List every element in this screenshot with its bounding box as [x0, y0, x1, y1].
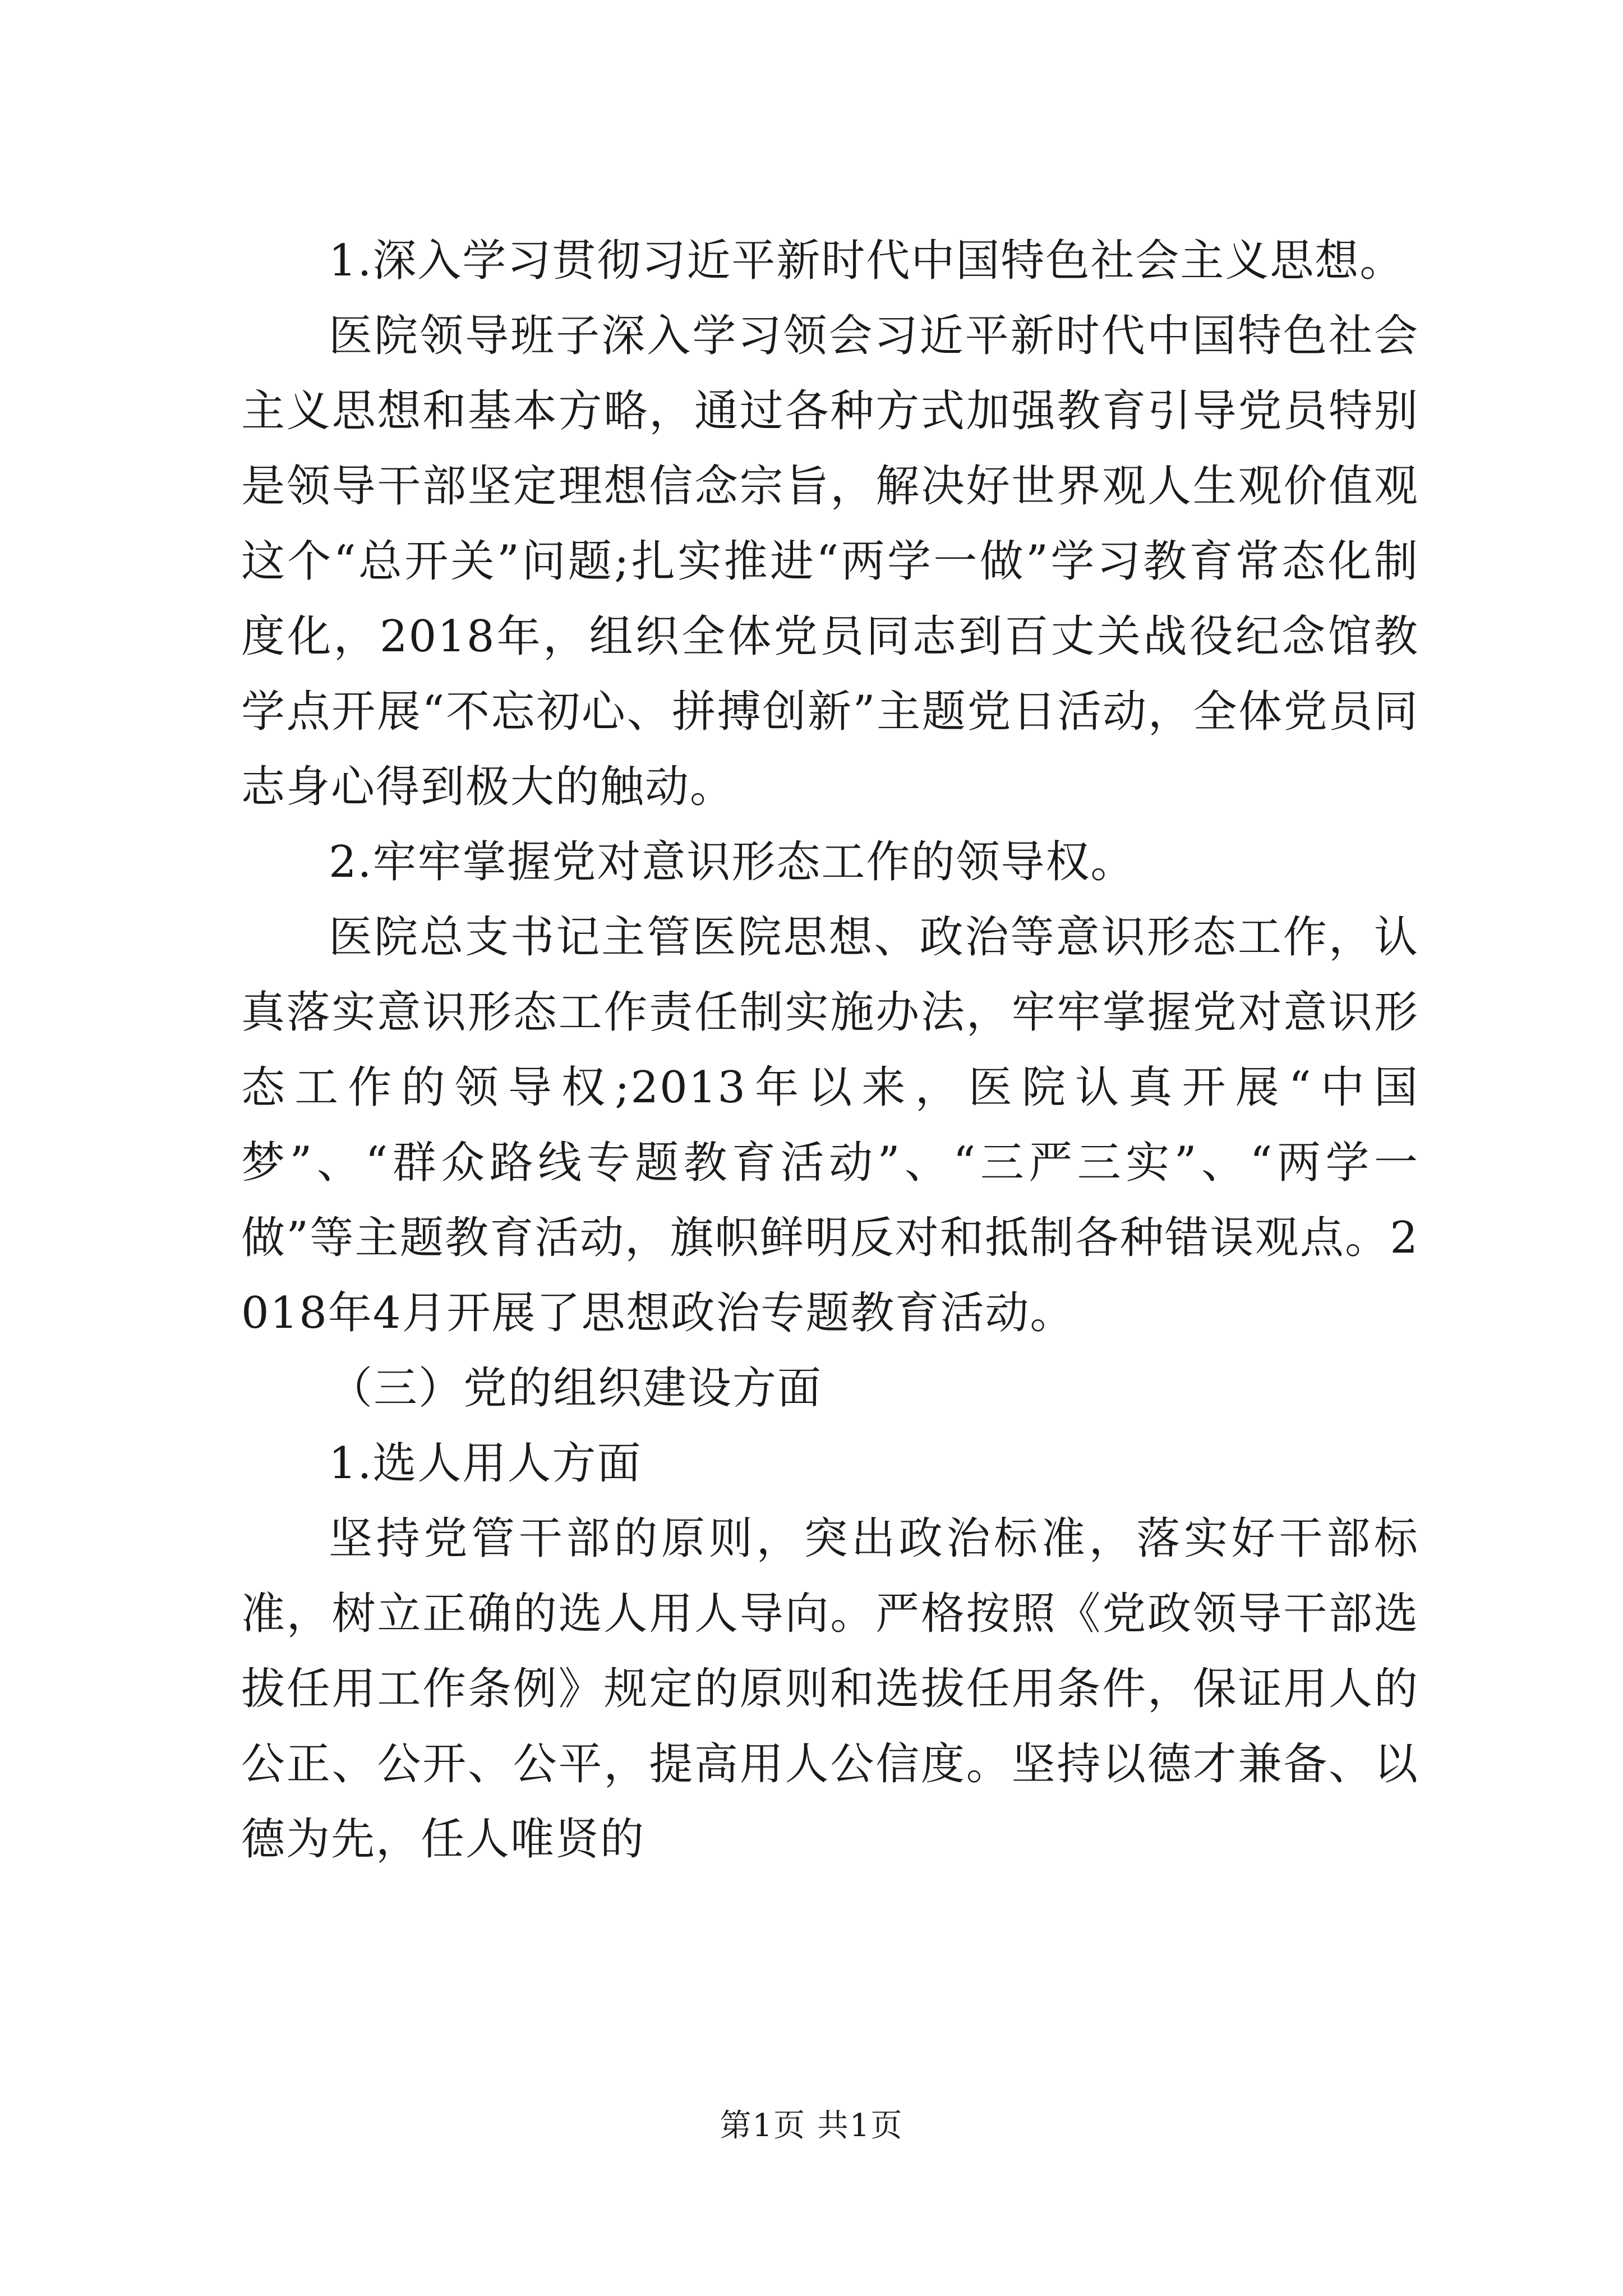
- subsection-heading: 1.选人用人方面: [329, 1438, 642, 1489]
- body-paragraph: 医院总支书记主管医院思想、政治等意识形态工作，认真落实意识形态工作责任制实施办法，牢牢掌握党对意识形态工作的领导权;2013年以来，医院认真开展“中国梦”、“群众路线专题教育活动”、“三严三实”、“两学一做”等主题教育活动，旗帜鲜明反对和抵制各种错误观点。2018年4月开展了思想政治专题教育活动。: [241, 912, 1419, 1338]
- body-paragraph: 医院领导班子深入学习领会习近平新时代中国特色社会主义思想和基本方略，通过各种方式加强教育引导党员特别是领导干部坚定理想信念宗旨，解决好世界观人生观价值观这个“总开关”问题;扎实推进“两学一做”学习教育常态化制度化，2018年，组织全体党员同志到百丈关战役纪念馆教学点开展“不忘初心、拼搏创新”主题党日活动，全体党员同志身心得到极大的触动。: [241, 311, 1419, 812]
- page-footer: 第1页 共1页: [720, 2108, 903, 2144]
- section-heading-3: （三）党的组织建设方面: [329, 1363, 823, 1414]
- document-body: [241, 223, 1419, 1877]
- section-heading-1: 1.深入学习贯彻习近平新时代中国特色社会主义思想。: [329, 236, 1405, 286]
- body-paragraph: 坚持党管干部的原则，突出政治标准，落实好干部标准，树立正确的选人用人导向。严格按照《党政领导干部选拔任用工作条例》规定的原则和选拔任用条件，保证用人的公正、公开、公平，提高用人公信度。坚持以德才兼备、以德为先，任人唯贤的: [241, 1513, 1419, 1865]
- section-heading-2: 2.牢牢掌握党对意识形态工作的领导权。: [329, 837, 1136, 887]
